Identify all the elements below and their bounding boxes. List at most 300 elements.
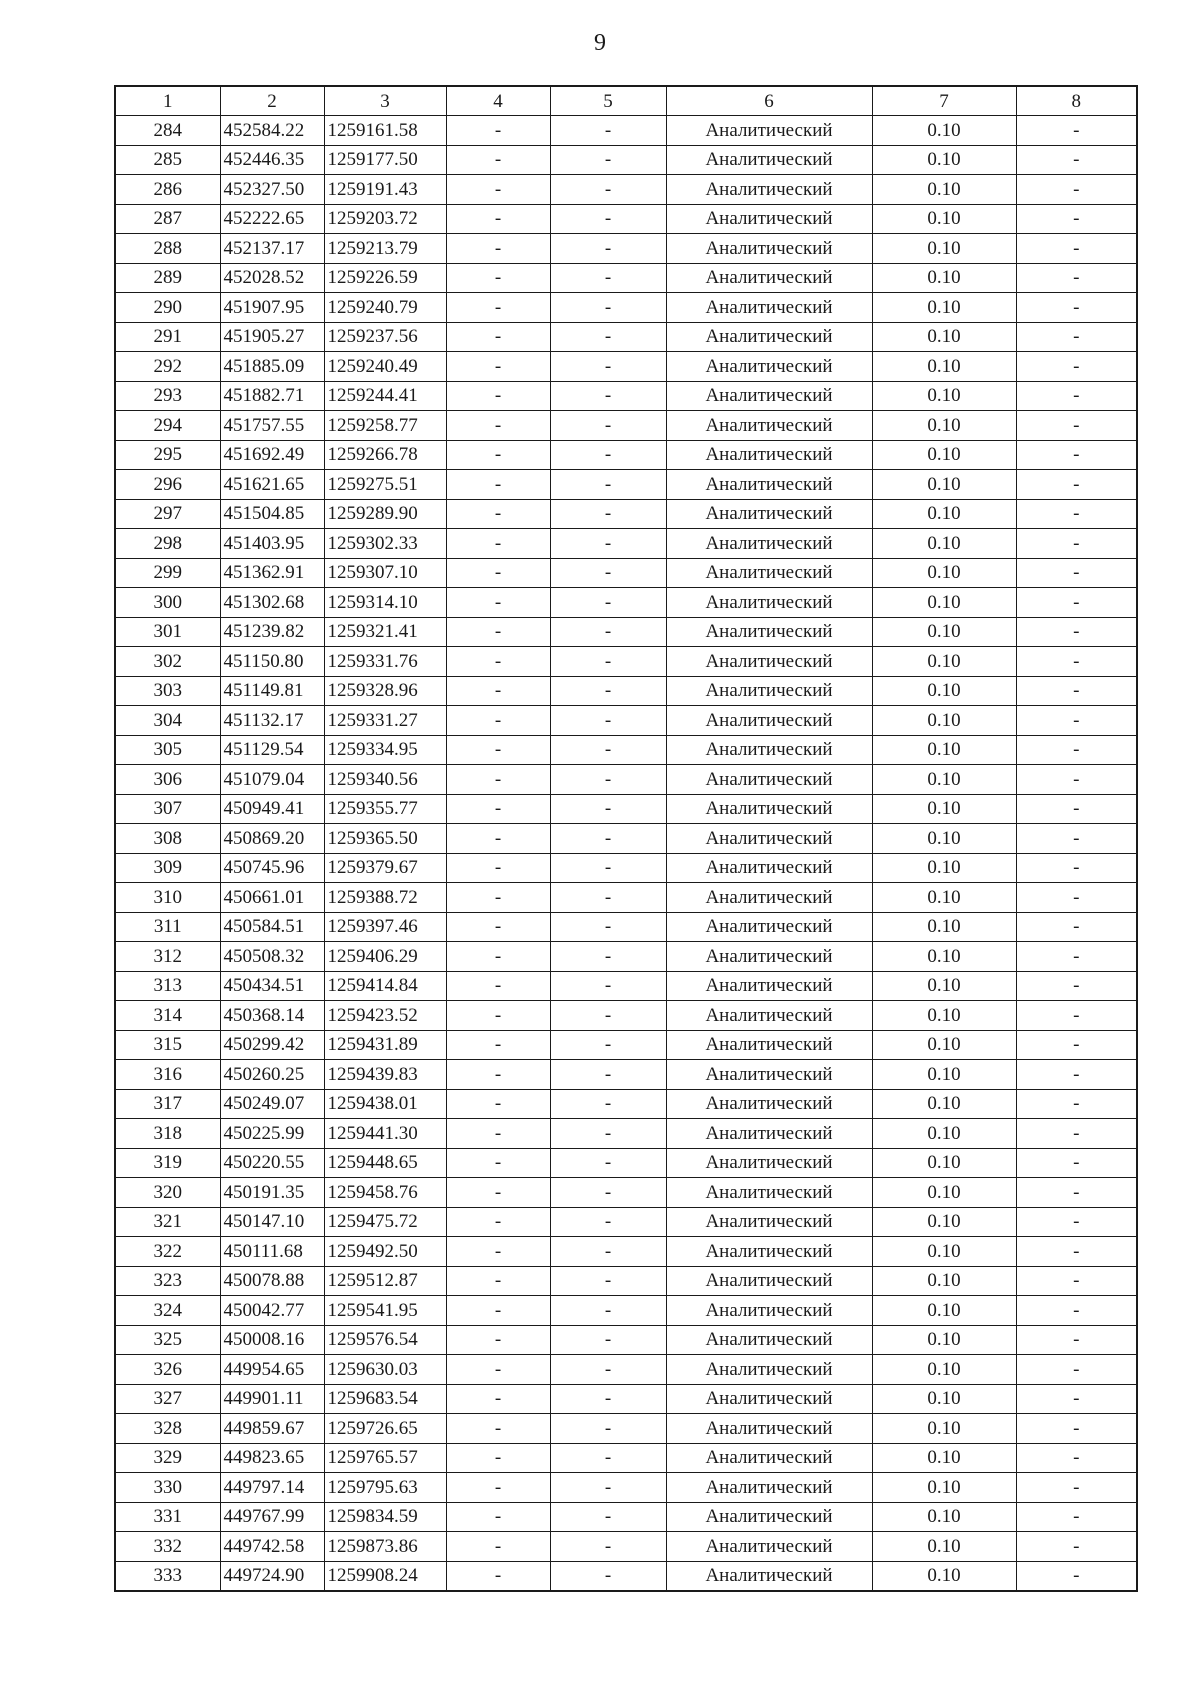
column-8-cell: - [1016, 1296, 1137, 1326]
table-row [115, 1296, 1137, 1326]
x-coordinate-cell: 450191.35 [220, 1178, 324, 1208]
method-cell: Аналитический [666, 1207, 872, 1237]
y-coordinate-cell: 1259726.65 [324, 1414, 446, 1444]
column-4-cell: - [446, 1502, 550, 1532]
x-coordinate-cell: 452222.65 [220, 204, 324, 234]
table-row [115, 824, 1137, 854]
x-coordinate-cell: 451362.91 [220, 558, 324, 588]
column-4-cell: - [446, 1119, 550, 1149]
column-5-cell: - [550, 1561, 666, 1591]
column-header: 8 [1016, 86, 1137, 116]
y-coordinate-cell: 1259475.72 [324, 1207, 446, 1237]
column-header: 3 [324, 86, 446, 116]
column-8-cell: - [1016, 145, 1137, 175]
column-5-cell: - [550, 824, 666, 854]
accuracy-cell: 0.10 [872, 1443, 1016, 1473]
table-row [115, 1502, 1137, 1532]
accuracy-cell: 0.10 [872, 1237, 1016, 1267]
point-number-cell: 312 [115, 942, 220, 972]
table-row [115, 588, 1137, 618]
column-5-cell: - [550, 1355, 666, 1385]
table-row [115, 1030, 1137, 1060]
column-4-cell: - [446, 883, 550, 913]
accuracy-cell: 0.10 [872, 1178, 1016, 1208]
point-number-cell: 284 [115, 116, 220, 146]
column-4-cell: - [446, 204, 550, 234]
y-coordinate-cell: 1259203.72 [324, 204, 446, 234]
point-number-cell: 327 [115, 1384, 220, 1414]
point-number-cell: 329 [115, 1443, 220, 1473]
x-coordinate-cell: 451504.85 [220, 499, 324, 529]
table-row [115, 1089, 1137, 1119]
accuracy-cell: 0.10 [872, 411, 1016, 441]
accuracy-cell: 0.10 [872, 558, 1016, 588]
x-coordinate-cell: 450147.10 [220, 1207, 324, 1237]
column-8-cell: - [1016, 912, 1137, 942]
point-number-cell: 315 [115, 1030, 220, 1060]
x-coordinate-cell: 449823.65 [220, 1443, 324, 1473]
x-coordinate-cell: 450508.32 [220, 942, 324, 972]
accuracy-cell: 0.10 [872, 470, 1016, 500]
column-8-cell: - [1016, 1060, 1137, 1090]
x-coordinate-cell: 449859.67 [220, 1414, 324, 1444]
table-row [115, 647, 1137, 677]
x-coordinate-cell: 452028.52 [220, 263, 324, 293]
accuracy-cell: 0.10 [872, 1355, 1016, 1385]
x-coordinate-cell: 451885.09 [220, 352, 324, 382]
column-5-cell: - [550, 175, 666, 205]
column-5-cell: - [550, 1030, 666, 1060]
x-coordinate-cell: 451905.27 [220, 322, 324, 352]
accuracy-cell: 0.10 [872, 1532, 1016, 1562]
method-cell: Аналитический [666, 1119, 872, 1149]
point-number-cell: 316 [115, 1060, 220, 1090]
column-8-cell: - [1016, 883, 1137, 913]
point-number-cell: 297 [115, 499, 220, 529]
table-row [115, 1148, 1137, 1178]
column-5-cell: - [550, 765, 666, 795]
table-row [115, 499, 1137, 529]
y-coordinate-cell: 1259423.52 [324, 1001, 446, 1031]
table-row [115, 794, 1137, 824]
column-header: 1 [115, 86, 220, 116]
accuracy-cell: 0.10 [872, 676, 1016, 706]
column-8-cell: - [1016, 794, 1137, 824]
column-8-cell: - [1016, 1266, 1137, 1296]
column-5-cell: - [550, 912, 666, 942]
accuracy-cell: 0.10 [872, 1414, 1016, 1444]
column-5-cell: - [550, 971, 666, 1001]
y-coordinate-cell: 1259795.63 [324, 1473, 446, 1503]
point-number-cell: 296 [115, 470, 220, 500]
point-number-cell: 319 [115, 1148, 220, 1178]
y-coordinate-cell: 1259438.01 [324, 1089, 446, 1119]
accuracy-cell: 0.10 [872, 706, 1016, 736]
accuracy-cell: 0.10 [872, 794, 1016, 824]
y-coordinate-cell: 1259240.79 [324, 293, 446, 323]
x-coordinate-cell: 452446.35 [220, 145, 324, 175]
column-4-cell: - [446, 1060, 550, 1090]
column-4-cell: - [446, 1207, 550, 1237]
point-number-cell: 287 [115, 204, 220, 234]
table-row [115, 1060, 1137, 1090]
column-4-cell: - [446, 1473, 550, 1503]
column-8-cell: - [1016, 1207, 1137, 1237]
column-5-cell: - [550, 145, 666, 175]
y-coordinate-cell: 1259213.79 [324, 234, 446, 264]
y-coordinate-cell: 1259321.41 [324, 617, 446, 647]
column-4-cell: - [446, 824, 550, 854]
y-coordinate-cell: 1259240.49 [324, 352, 446, 382]
column-8-cell: - [1016, 263, 1137, 293]
point-number-cell: 331 [115, 1502, 220, 1532]
column-4-cell: - [446, 322, 550, 352]
accuracy-cell: 0.10 [872, 1296, 1016, 1326]
column-4-cell: - [446, 765, 550, 795]
point-number-cell: 326 [115, 1355, 220, 1385]
point-number-cell: 294 [115, 411, 220, 441]
column-5-cell: - [550, 411, 666, 441]
x-coordinate-cell: 451621.65 [220, 470, 324, 500]
column-4-cell: - [446, 1001, 550, 1031]
table-row [115, 1355, 1137, 1385]
x-coordinate-cell: 450078.88 [220, 1266, 324, 1296]
point-number-cell: 317 [115, 1089, 220, 1119]
column-8-cell: - [1016, 175, 1137, 205]
column-5-cell: - [550, 529, 666, 559]
y-coordinate-cell: 1259441.30 [324, 1119, 446, 1149]
column-4-cell: - [446, 853, 550, 883]
column-5-cell: - [550, 735, 666, 765]
method-cell: Аналитический [666, 824, 872, 854]
column-8-cell: - [1016, 971, 1137, 1001]
accuracy-cell: 0.10 [872, 1207, 1016, 1237]
column-4-cell: - [446, 558, 550, 588]
method-cell: Аналитический [666, 470, 872, 500]
x-coordinate-cell: 450299.42 [220, 1030, 324, 1060]
column-8-cell: - [1016, 204, 1137, 234]
table-row [115, 1266, 1137, 1296]
table-row [115, 676, 1137, 706]
y-coordinate-cell: 1259340.56 [324, 765, 446, 795]
point-number-cell: 318 [115, 1119, 220, 1149]
column-8-cell: - [1016, 352, 1137, 382]
column-8-cell: - [1016, 470, 1137, 500]
method-cell: Аналитический [666, 1443, 872, 1473]
table-row [115, 883, 1137, 913]
column-header: 6 [666, 86, 872, 116]
method-cell: Аналитический [666, 234, 872, 264]
point-number-cell: 303 [115, 676, 220, 706]
accuracy-cell: 0.10 [872, 381, 1016, 411]
method-cell: Аналитический [666, 1414, 872, 1444]
column-4-cell: - [446, 234, 550, 264]
column-5-cell: - [550, 706, 666, 736]
method-cell: Аналитический [666, 853, 872, 883]
column-5-cell: - [550, 676, 666, 706]
column-4-cell: - [446, 1325, 550, 1355]
table-row [115, 1178, 1137, 1208]
column-5-cell: - [550, 588, 666, 618]
accuracy-cell: 0.10 [872, 971, 1016, 1001]
column-8-cell: - [1016, 116, 1137, 146]
column-4-cell: - [446, 529, 550, 559]
x-coordinate-cell: 450584.51 [220, 912, 324, 942]
column-8-cell: - [1016, 1502, 1137, 1532]
coordinates-table [114, 85, 1138, 1592]
x-coordinate-cell: 450949.41 [220, 794, 324, 824]
column-8-cell: - [1016, 1237, 1137, 1267]
y-coordinate-cell: 1259226.59 [324, 263, 446, 293]
column-8-cell: - [1016, 617, 1137, 647]
table-row [115, 942, 1137, 972]
method-cell: Аналитический [666, 706, 872, 736]
column-5-cell: - [550, 440, 666, 470]
method-cell: Аналитический [666, 175, 872, 205]
column-4-cell: - [446, 1089, 550, 1119]
y-coordinate-cell: 1259492.50 [324, 1237, 446, 1267]
accuracy-cell: 0.10 [872, 1325, 1016, 1355]
column-5-cell: - [550, 1148, 666, 1178]
method-cell: Аналитический [666, 204, 872, 234]
point-number-cell: 300 [115, 588, 220, 618]
column-4-cell: - [446, 1532, 550, 1562]
column-4-cell: - [446, 1443, 550, 1473]
column-5-cell: - [550, 1473, 666, 1503]
column-8-cell: - [1016, 1030, 1137, 1060]
column-4-cell: - [446, 1237, 550, 1267]
x-coordinate-cell: 452327.50 [220, 175, 324, 205]
column-4-cell: - [446, 1414, 550, 1444]
method-cell: Аналитический [666, 942, 872, 972]
accuracy-cell: 0.10 [872, 1030, 1016, 1060]
table-row [115, 1384, 1137, 1414]
column-5-cell: - [550, 1001, 666, 1031]
x-coordinate-cell: 451403.95 [220, 529, 324, 559]
y-coordinate-cell: 1259397.46 [324, 912, 446, 942]
table-row [115, 352, 1137, 382]
table-row [115, 1207, 1137, 1237]
x-coordinate-cell: 450111.68 [220, 1237, 324, 1267]
table-row [115, 1237, 1137, 1267]
y-coordinate-cell: 1259765.57 [324, 1443, 446, 1473]
column-8-cell: - [1016, 529, 1137, 559]
table-row [115, 1414, 1137, 1444]
column-5-cell: - [550, 853, 666, 883]
method-cell: Аналитический [666, 116, 872, 146]
method-cell: Аналитический [666, 293, 872, 323]
y-coordinate-cell: 1259258.77 [324, 411, 446, 441]
x-coordinate-cell: 449767.99 [220, 1502, 324, 1532]
column-5-cell: - [550, 942, 666, 972]
point-number-cell: 325 [115, 1325, 220, 1355]
table-row [115, 234, 1137, 264]
method-cell: Аналитический [666, 381, 872, 411]
point-number-cell: 301 [115, 617, 220, 647]
method-cell: Аналитический [666, 617, 872, 647]
y-coordinate-cell: 1259576.54 [324, 1325, 446, 1355]
y-coordinate-cell: 1259365.50 [324, 824, 446, 854]
column-8-cell: - [1016, 558, 1137, 588]
column-5-cell: - [550, 470, 666, 500]
accuracy-cell: 0.10 [872, 322, 1016, 352]
x-coordinate-cell: 450745.96 [220, 853, 324, 883]
point-number-cell: 322 [115, 1237, 220, 1267]
accuracy-cell: 0.10 [872, 883, 1016, 913]
method-cell: Аналитический [666, 499, 872, 529]
x-coordinate-cell: 451757.55 [220, 411, 324, 441]
point-number-cell: 302 [115, 647, 220, 677]
point-number-cell: 310 [115, 883, 220, 913]
table-row [115, 1473, 1137, 1503]
x-coordinate-cell: 449954.65 [220, 1355, 324, 1385]
column-4-cell: - [446, 588, 550, 618]
y-coordinate-cell: 1259414.84 [324, 971, 446, 1001]
y-coordinate-cell: 1259328.96 [324, 676, 446, 706]
column-4-cell: - [446, 116, 550, 146]
x-coordinate-cell: 451692.49 [220, 440, 324, 470]
method-cell: Аналитический [666, 1060, 872, 1090]
table-row [115, 529, 1137, 559]
column-5-cell: - [550, 1325, 666, 1355]
table-row [115, 971, 1137, 1001]
point-number-cell: 285 [115, 145, 220, 175]
column-8-cell: - [1016, 1443, 1137, 1473]
table-row [115, 1001, 1137, 1031]
method-cell: Аналитический [666, 647, 872, 677]
method-cell: Аналитический [666, 1296, 872, 1326]
point-number-cell: 321 [115, 1207, 220, 1237]
table-row [115, 116, 1137, 146]
point-number-cell: 330 [115, 1473, 220, 1503]
column-4-cell: - [446, 706, 550, 736]
accuracy-cell: 0.10 [872, 116, 1016, 146]
column-8-cell: - [1016, 440, 1137, 470]
y-coordinate-cell: 1259908.24 [324, 1561, 446, 1591]
column-8-cell: - [1016, 1473, 1137, 1503]
column-8-cell: - [1016, 824, 1137, 854]
column-8-cell: - [1016, 1561, 1137, 1591]
point-number-cell: 328 [115, 1414, 220, 1444]
column-5-cell: - [550, 1089, 666, 1119]
column-4-cell: - [446, 411, 550, 441]
table-row [115, 1325, 1137, 1355]
column-4-cell: - [446, 647, 550, 677]
column-4-cell: - [446, 794, 550, 824]
column-4-cell: - [446, 381, 550, 411]
x-coordinate-cell: 450661.01 [220, 883, 324, 913]
x-coordinate-cell: 450008.16 [220, 1325, 324, 1355]
column-5-cell: - [550, 1178, 666, 1208]
column-5-cell: - [550, 1443, 666, 1473]
y-coordinate-cell: 1259388.72 [324, 883, 446, 913]
accuracy-cell: 0.10 [872, 1561, 1016, 1591]
accuracy-cell: 0.10 [872, 647, 1016, 677]
y-coordinate-cell: 1259331.27 [324, 706, 446, 736]
method-cell: Аналитический [666, 912, 872, 942]
x-coordinate-cell: 450869.20 [220, 824, 324, 854]
table-row [115, 558, 1137, 588]
column-4-cell: - [446, 676, 550, 706]
method-cell: Аналитический [666, 1178, 872, 1208]
point-number-cell: 320 [115, 1178, 220, 1208]
point-number-cell: 307 [115, 794, 220, 824]
x-coordinate-cell: 452137.17 [220, 234, 324, 264]
column-4-cell: - [446, 293, 550, 323]
table-header-row [115, 86, 1137, 116]
column-8-cell: - [1016, 1414, 1137, 1444]
column-4-cell: - [446, 1148, 550, 1178]
column-4-cell: - [446, 1384, 550, 1414]
column-8-cell: - [1016, 234, 1137, 264]
method-cell: Аналитический [666, 1237, 872, 1267]
y-coordinate-cell: 1259275.51 [324, 470, 446, 500]
accuracy-cell: 0.10 [872, 352, 1016, 382]
x-coordinate-cell: 449724.90 [220, 1561, 324, 1591]
accuracy-cell: 0.10 [872, 293, 1016, 323]
column-5-cell: - [550, 1502, 666, 1532]
method-cell: Аналитический [666, 1266, 872, 1296]
x-coordinate-cell: 450368.14 [220, 1001, 324, 1031]
x-coordinate-cell: 452584.22 [220, 116, 324, 146]
column-8-cell: - [1016, 1532, 1137, 1562]
method-cell: Аналитический [666, 883, 872, 913]
table-row [115, 1561, 1137, 1591]
y-coordinate-cell: 1259834.59 [324, 1502, 446, 1532]
method-cell: Аналитический [666, 1325, 872, 1355]
y-coordinate-cell: 1259314.10 [324, 588, 446, 618]
point-number-cell: 332 [115, 1532, 220, 1562]
x-coordinate-cell: 451907.95 [220, 293, 324, 323]
accuracy-cell: 0.10 [872, 912, 1016, 942]
column-8-cell: - [1016, 1325, 1137, 1355]
table-body [115, 116, 1137, 1592]
x-coordinate-cell: 450042.77 [220, 1296, 324, 1326]
table-row [115, 411, 1137, 441]
x-coordinate-cell: 450434.51 [220, 971, 324, 1001]
column-5-cell: - [550, 1207, 666, 1237]
column-8-cell: - [1016, 1148, 1137, 1178]
x-coordinate-cell: 451882.71 [220, 381, 324, 411]
column-8-cell: - [1016, 1119, 1137, 1149]
point-number-cell: 298 [115, 529, 220, 559]
method-cell: Аналитический [666, 529, 872, 559]
column-5-cell: - [550, 1266, 666, 1296]
x-coordinate-cell: 449901.11 [220, 1384, 324, 1414]
method-cell: Аналитический [666, 1148, 872, 1178]
method-cell: Аналитический [666, 588, 872, 618]
accuracy-cell: 0.10 [872, 1384, 1016, 1414]
column-4-cell: - [446, 1266, 550, 1296]
x-coordinate-cell: 450260.25 [220, 1060, 324, 1090]
accuracy-cell: 0.10 [872, 765, 1016, 795]
column-8-cell: - [1016, 676, 1137, 706]
table-row [115, 853, 1137, 883]
column-8-cell: - [1016, 293, 1137, 323]
x-coordinate-cell: 451149.81 [220, 676, 324, 706]
accuracy-cell: 0.10 [872, 1089, 1016, 1119]
y-coordinate-cell: 1259307.10 [324, 558, 446, 588]
column-8-cell: - [1016, 1355, 1137, 1385]
accuracy-cell: 0.10 [872, 440, 1016, 470]
point-number-cell: 308 [115, 824, 220, 854]
accuracy-cell: 0.10 [872, 529, 1016, 559]
column-4-cell: - [446, 352, 550, 382]
y-coordinate-cell: 1259448.65 [324, 1148, 446, 1178]
table-row [115, 765, 1137, 795]
x-coordinate-cell: 449797.14 [220, 1473, 324, 1503]
column-5-cell: - [550, 322, 666, 352]
